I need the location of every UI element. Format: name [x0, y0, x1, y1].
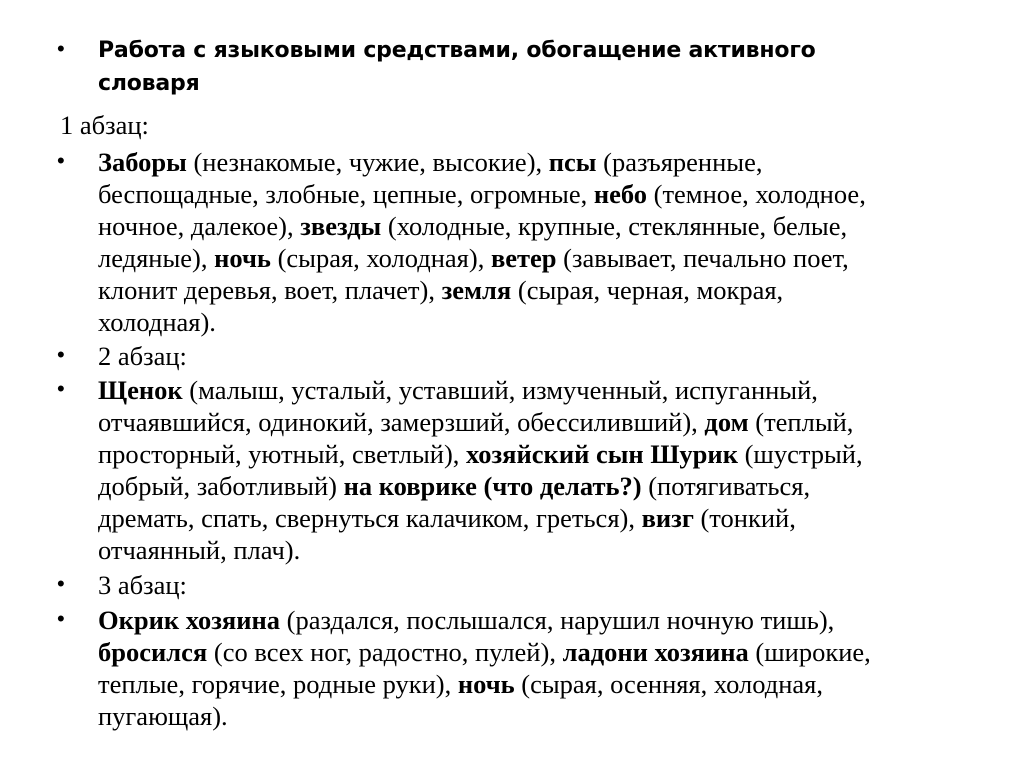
- text-line: [98, 178, 978, 210]
- text-run: холодная).: [98, 307, 216, 337]
- bold-term: визг: [641, 503, 694, 533]
- paragraph-2-label: 2 абзац:: [98, 341, 187, 371]
- text-run: пугающая).: [98, 701, 228, 731]
- bold-term: земля: [441, 275, 512, 305]
- bold-term: звезды: [300, 211, 382, 241]
- block-2-text: [98, 374, 978, 566]
- bullet-icon: •: [57, 148, 65, 173]
- bold-term: ветер: [490, 243, 557, 273]
- text-run: (потягиваться,: [641, 471, 811, 501]
- text-line: [98, 274, 978, 306]
- text-run: беспощадные, злобные, цепные, огромные,: [98, 179, 594, 209]
- text-run: теплые, горячие, родные руки),: [98, 669, 458, 699]
- bullet-icon: •: [57, 606, 65, 631]
- text-run: (раздался, послышался, нарушил ночную тишь),: [280, 605, 835, 635]
- paragraph-1-label: 1 абзац:: [60, 110, 149, 140]
- bold-term: Окрик хозяина: [98, 605, 281, 635]
- text-line: [98, 146, 978, 178]
- bold-term: Щенок: [98, 375, 183, 405]
- text-run: (сырая, черная, мокрая,: [511, 275, 784, 305]
- bold-term: ночь: [214, 243, 271, 273]
- text-line: [98, 700, 978, 732]
- text-run: (широкие,: [748, 637, 871, 667]
- text-line: [98, 374, 978, 406]
- block-1-text: [98, 146, 978, 338]
- bullet-icon: •: [57, 36, 65, 61]
- bold-term: псы: [548, 147, 597, 177]
- bold-term: ладони хозяина: [562, 637, 749, 667]
- text-line: [98, 668, 978, 700]
- text-run: (тонкий,: [693, 503, 796, 533]
- text-run: добрый, заботливый): [98, 471, 344, 501]
- text-run: (незнакомые, чужие, высокие),: [186, 147, 549, 177]
- bold-term: на коврике (что делать?): [343, 471, 642, 501]
- bullet-icon: •: [57, 342, 65, 367]
- paragraph-3-label: 3 абзац:: [98, 570, 187, 600]
- text-run: (шустрый,: [737, 439, 863, 469]
- bold-term: ночь: [457, 669, 515, 699]
- text-run: (малыш, усталый, уставший, измученный, испуганный,: [182, 375, 818, 405]
- text-run: (разъяренные,: [596, 147, 763, 177]
- text-line: [98, 502, 978, 534]
- text-run: (темное, холодное,: [647, 179, 866, 209]
- bullet-icon: •: [57, 376, 65, 401]
- text-run: (сырая, осенняя, холодная,: [514, 669, 823, 699]
- bold-term: хозяйский сын Шурик: [466, 439, 738, 469]
- block-3-text: [98, 604, 978, 732]
- text-line: [98, 306, 978, 338]
- text-run: ночное, далекое),: [98, 211, 301, 241]
- text-line: [98, 438, 978, 470]
- text-run: дремать, спать, свернуться калачиком, греться),: [98, 503, 642, 533]
- text-line: [98, 242, 978, 274]
- text-run: (холодные, крупные, стеклянные, белые,: [381, 211, 848, 241]
- bold-term: Заборы: [98, 147, 187, 177]
- bold-term: бросился: [98, 637, 208, 667]
- text-run: (сырая, холодная),: [270, 243, 491, 273]
- text-run: ледяные),: [98, 243, 215, 273]
- heading-line-2: словаря: [98, 71, 200, 96]
- heading-text: [98, 34, 978, 100]
- text-run: (со всех ног, радостно, пулей),: [207, 637, 563, 667]
- text-line: [98, 534, 978, 566]
- text-line: [98, 604, 978, 636]
- text-run: отчаявшийся, одинокий, замерзший, обессиливший),: [98, 407, 705, 437]
- text-run: (теплый,: [748, 407, 854, 437]
- bullet-icon: •: [57, 571, 65, 596]
- heading-line-1: Работа с языковыми средствами, обогащение активного: [98, 38, 816, 63]
- text-line: [98, 470, 978, 502]
- bold-term: дом: [704, 407, 749, 437]
- text-run: отчаянный, плач).: [98, 535, 301, 565]
- text-run: просторный, уютный, светлый),: [98, 439, 467, 469]
- text-run: клонит деревья, воет, плачет),: [98, 275, 442, 305]
- text-run: (завывает, печально поет,: [556, 243, 849, 273]
- bold-term: небо: [593, 179, 648, 209]
- text-line: [98, 636, 978, 668]
- text-line: [98, 210, 978, 242]
- text-line: [98, 406, 978, 438]
